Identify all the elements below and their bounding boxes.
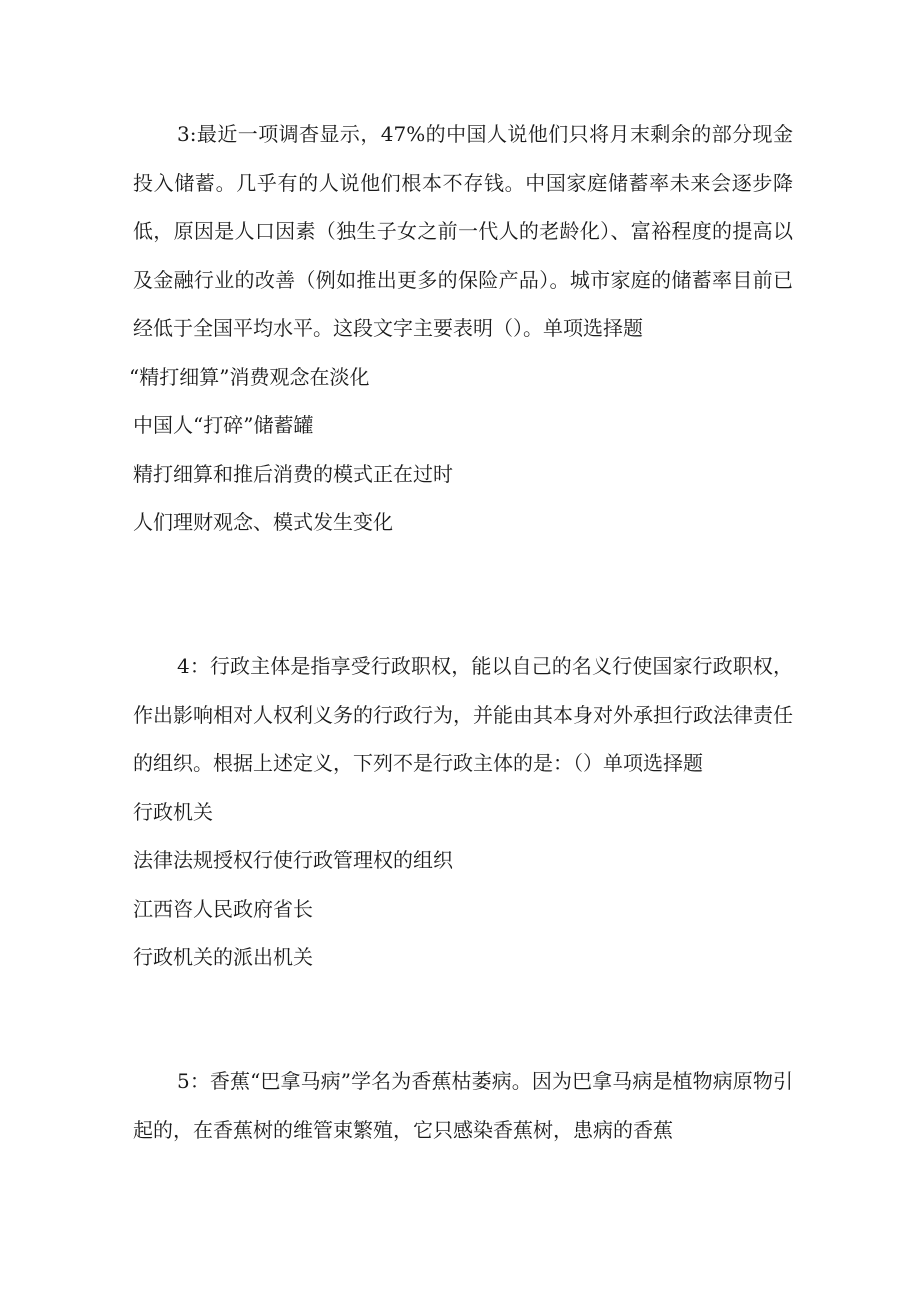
question-4-text: 4：行政主体是指享受行政职权，能以自己的名义行使国家行政职权，作出影响相对人权利义务的行政行为，并能由其本身对外承担行政法律责任的组织。根据上述定义，下列不是行政主体的是：（）单项选择题 bbox=[133, 654, 793, 775]
question-3 bbox=[129, 110, 793, 547]
question-4-option-b: 法律法规授权行使行政管理权的组织 bbox=[133, 848, 453, 872]
question-4-option-c: 江西咨人民政府省长 bbox=[133, 896, 313, 921]
question-5-text: 5：香蕉“巴拿马病”学名为香蕉枯萎病。因为巴拿马病是植物病原物引起的，在香蕉树的维管束繁殖，它只感染香蕉树，患病的香蕉 bbox=[133, 1069, 793, 1142]
question-4-option-d: 行政机关的派出机关 bbox=[133, 945, 313, 969]
question-4 bbox=[133, 642, 793, 982]
question-3-option-a: “精打细算”消费观念在淡化 bbox=[129, 364, 370, 389]
question-3-option-c: 精打细算和推后消费的模式正在过时 bbox=[133, 461, 453, 486]
question-3-text: 3:最近一项调杳显示，47%的中国人说他们只将月末剩余的部分现金投入储蓄。几乎有的人说他们根本不存钱。中国家庭储蓄率未来会逐步降低，原因是人口因素（独生子女之前一代人的老龄化）、富裕程度的提高以及金融行业的改善（例如推出更多的保险产品）。城市家庭的储蓄率目前已经低于全国平均水平。这段文字主要表明（）。单项选择题 bbox=[133, 122, 793, 340]
question-5 bbox=[133, 1057, 793, 1154]
question-3-option-b: 中国人“打碎”储蓄罐 bbox=[133, 413, 314, 437]
question-3-option-d: 人们理财观念、模式发生变化 bbox=[133, 510, 393, 534]
question-4-option-a: 行政机关 bbox=[133, 799, 213, 824]
